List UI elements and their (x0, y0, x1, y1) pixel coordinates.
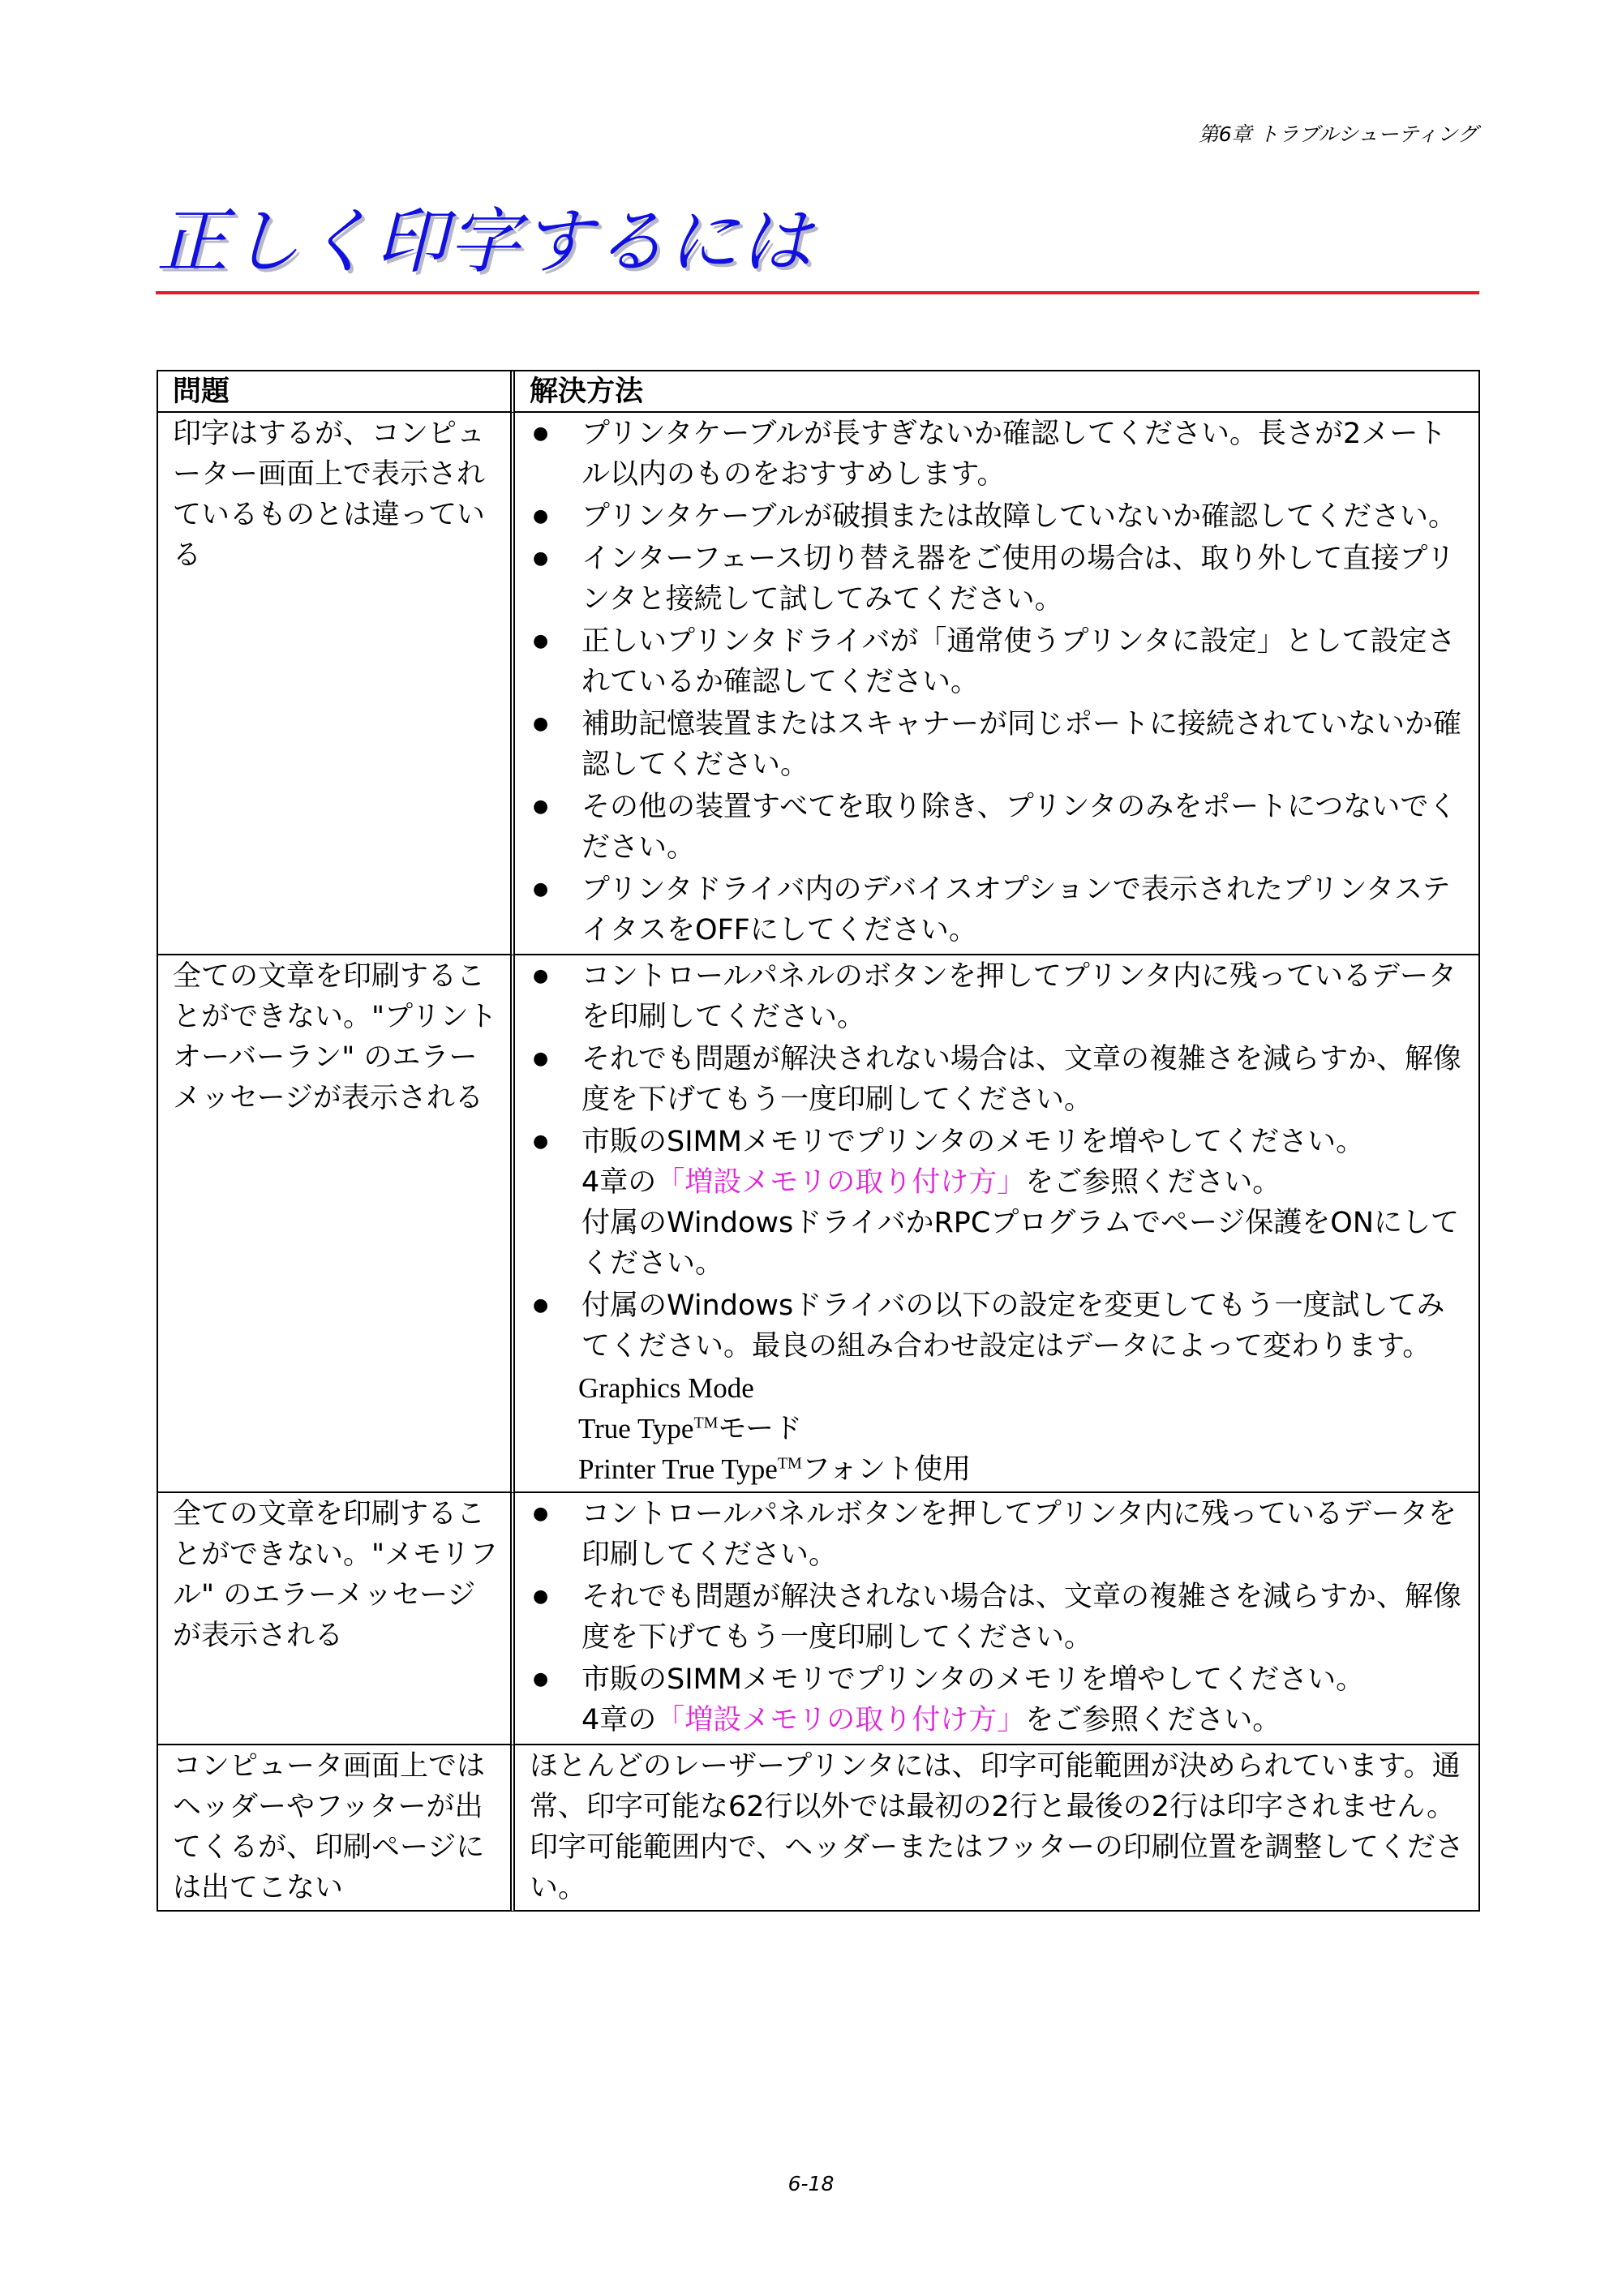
solution-cell (515, 1493, 1480, 1745)
solution-item: ● コントロールパネルのボタンを押してプリンタ内に残っているデータを印刷してください。 (530, 956, 1467, 1037)
page-number: 6-18 (787, 2172, 835, 2195)
solution-item: ● プリンタケーブルが破損または故障していないか確認してください。 (530, 496, 1467, 537)
table-row (158, 1745, 1480, 1912)
solution-item: ● それでも問題が解決されない場合は、文章の複雑さを減らすか、解像度を下げてもう一度印刷してください。 (530, 1039, 1467, 1120)
solution-item: ● 付属のWindowsドライバの以下の設定を変更してもう一度試してみてください。最良の組み合わせ設定はデータによって変わります。 (530, 1285, 1467, 1367)
chapter-header: 第6章 トラブルシューティング (1198, 122, 1478, 146)
reference-prefix: 4章の (581, 1704, 657, 1736)
memory-install-link[interactable]: 「増設メモリの取り付け方」 (656, 1704, 1026, 1736)
setting-graphics-mode: Graphics Mode (578, 1372, 754, 1404)
solution-cell (515, 413, 1480, 955)
solution-list (530, 1494, 1467, 1740)
problem-cell: コンピュータ画面上ではヘッダーやフッターが出てくるが、印刷ページには出てこない (158, 1745, 515, 1912)
solution-item: ● 補助記憶装置またはスキャナーが同じポートに接続されていないか確認してください。 (530, 704, 1467, 785)
table-header-row (158, 371, 1480, 413)
solution-item: ● プリンタドライバ内のデバイスオプションで表示されたプリンタステイタスをOFFにしてください。 (530, 869, 1467, 951)
setting-printer-truetype: Printer True Type™フォント使用 (578, 1453, 972, 1485)
solution-item: ● プリンタケーブルが長すぎないか確認してください。長さが2メートル以内のものをおすすめします。 (530, 414, 1467, 495)
setting-truetype-mode: True Type™モード (578, 1413, 803, 1444)
reference-suffix: をご参照ください。 (1025, 1166, 1281, 1199)
problem-cell: 印字はするが、コンピューター画面上で表示されているものとは違っている (158, 413, 515, 955)
solution-item (530, 1659, 1467, 1740)
table-row (158, 1493, 1480, 1745)
reference-line (581, 1162, 1467, 1203)
reference-suffix: をご参照ください。 (1025, 1704, 1281, 1736)
solution-item: ● コントロールパネルボタンを押してプリンタ内に残っているデータを印刷してください。 (530, 1494, 1467, 1575)
solution-cell (515, 955, 1480, 1493)
table-row (158, 413, 1480, 955)
reference-prefix: 4章の (581, 1166, 657, 1199)
solution-item (530, 1122, 1467, 1284)
solution-item: ● それでも問題が解決されない場合は、文章の複雑さを減らすか、解像度を下げてもう一度印刷してください。 (530, 1577, 1467, 1658)
troubleshooting-table (157, 370, 1480, 1912)
page-title: 正しく印字するには (157, 200, 814, 283)
solution-item: ● インターフェース切り替え器をご使用の場合は、取り外して直接プリンタと接続して試してみてください。 (530, 539, 1467, 620)
solution-cell: ほとんどのレーザープリンタには、印字可能範囲が決められています。通常、印字可能な62行以外では最初の2行と最後の2行は印字されません。印字可能範囲内で、ヘッダーまたはフッターの印刷位置を調整してください。 (515, 1745, 1480, 1912)
solution-list (530, 414, 1467, 951)
problem-cell: 全ての文章を印刷することができない。"プリントオーバーラン" のエラーメッセージが表示される (158, 955, 515, 1493)
simm-text: ● 市販のSIMMメモリでプリンタのメモリを増やしてください。 (581, 1126, 1365, 1158)
column-header-solution: 解決方法 (515, 371, 1480, 413)
solution-list (530, 956, 1467, 1367)
memory-install-link[interactable]: 「増設メモリの取り付け方」 (656, 1166, 1026, 1199)
title-underline (156, 291, 1479, 294)
simm-text: ● 市販のSIMMメモリでプリンタのメモリを増やしてください。 (581, 1663, 1365, 1696)
problem-cell: 全ての文章を印刷することができない。"メモリフル" のエラーメッセージが表示される (158, 1493, 515, 1745)
column-header-problem: 問題 (158, 371, 515, 413)
page-protect-text: 付属のWindowsドライバかRPCプログラムでページ保護をONにしてください。 (581, 1207, 1460, 1280)
solution-item: ● 正しいプリンタドライバが「通常使うプリンタに設定」として設定されているか確認してください。 (530, 621, 1467, 702)
solution-item: ● その他の装置すべてを取り除き、プリンタのみをポートにつないでください。 (530, 787, 1467, 868)
driver-settings-list (530, 1368, 1467, 1490)
reference-line (581, 1700, 1467, 1740)
table-row (158, 955, 1480, 1493)
